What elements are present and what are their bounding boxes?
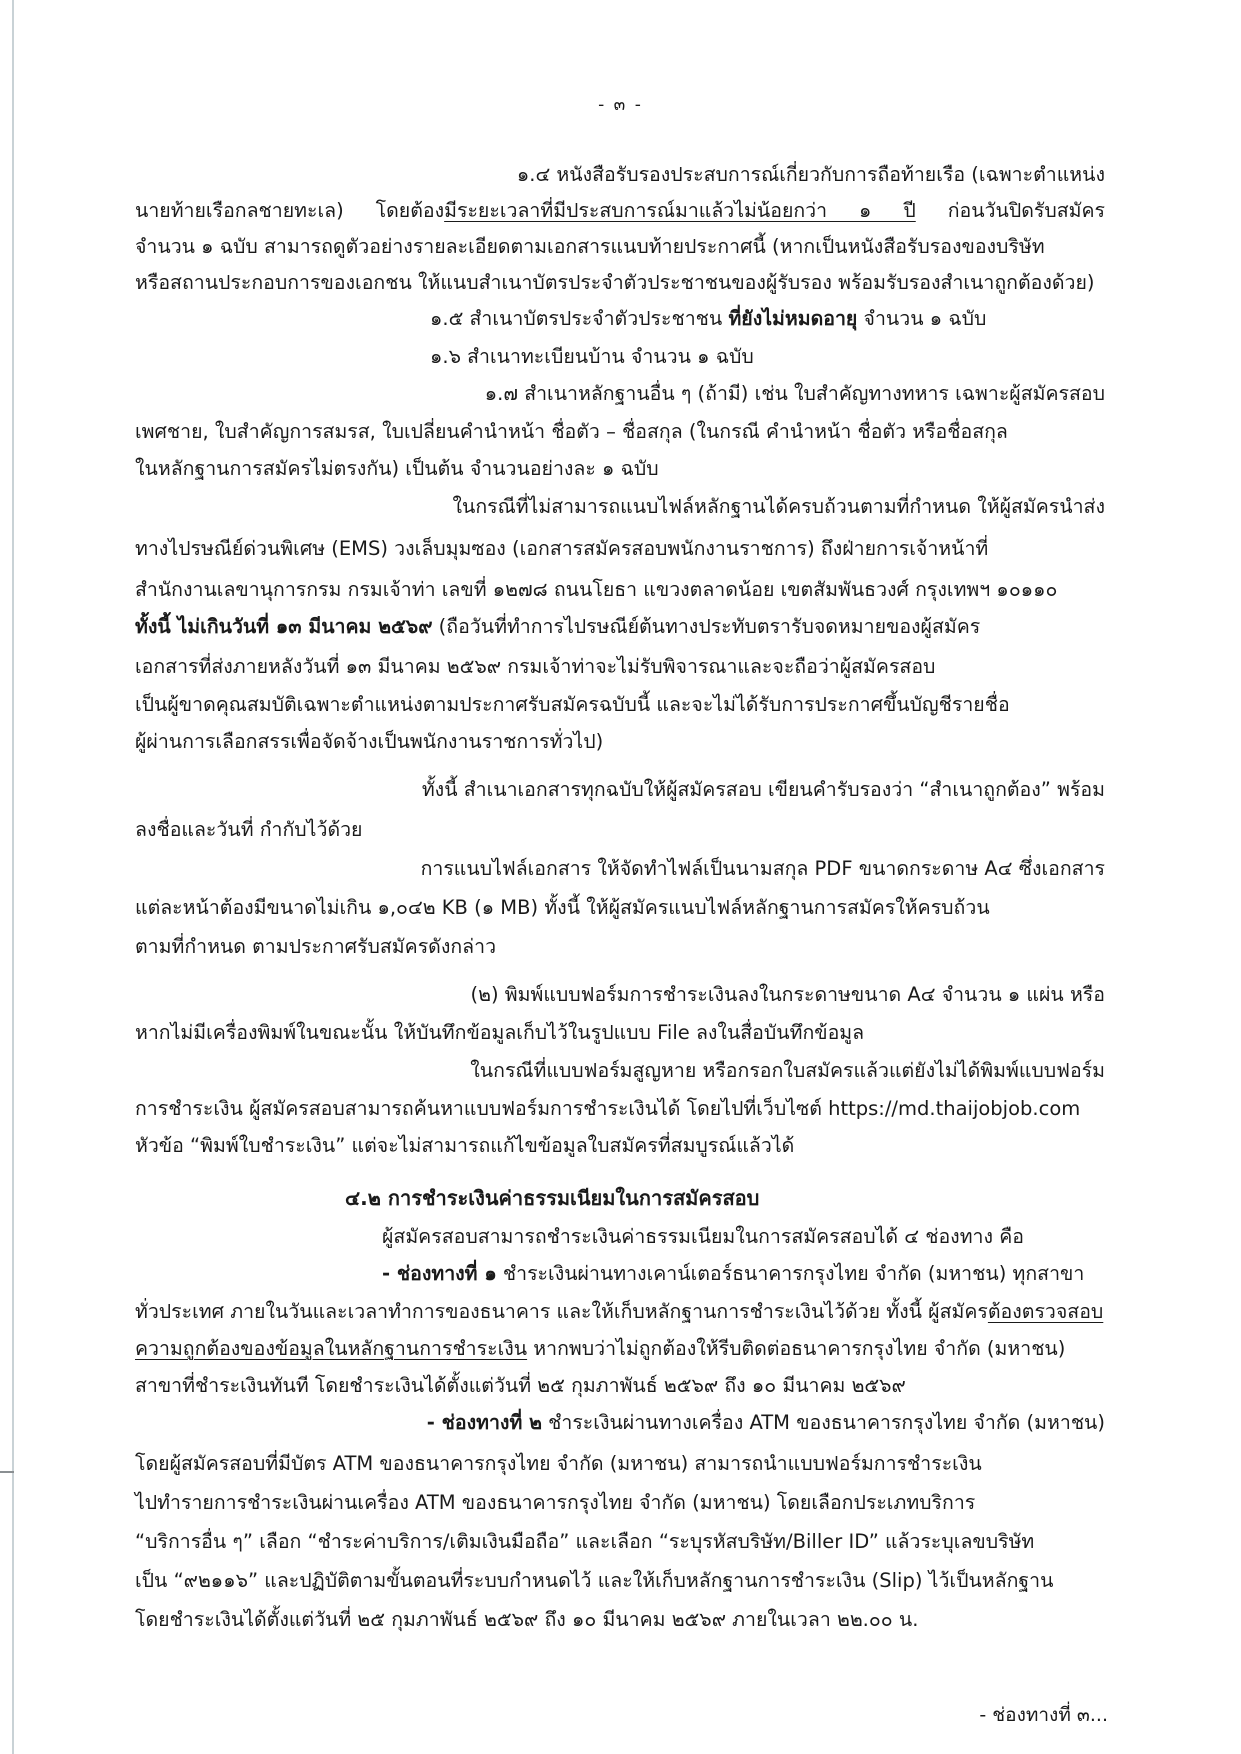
ems-line-4 bbox=[135, 615, 1105, 639]
underlined-text: ต้องตรวจสอบ bbox=[987, 1300, 1104, 1323]
section-4-2-heading: ๔.๒ การชำระเงินค่าธรรมเนียมในการสมัครสอบ bbox=[345, 1186, 760, 1210]
text: ทั่วประเทศ ภายในวันและเวลาทำการของธนาคาร และให้เก็บหลักฐานการชำระเงินไว้ด้วย ทั้งนี้ ผู้สมัคร bbox=[135, 1300, 988, 1323]
text: ชำระเงินผ่านทางเครื่อง ATM ของธนาคารกรุงไทย จำกัด (มหาชน) bbox=[541, 1411, 1105, 1434]
website-link[interactable]: https://md.thaijobjob.com bbox=[828, 1097, 1081, 1120]
item-1-5 bbox=[430, 307, 1105, 331]
ems-line-1: ในกรณีที่ไม่สามารถแนบไฟล์หลักฐานได้ครบถ้วนตามที่กำหนด ให้ผู้สมัครนำส่ง bbox=[452, 495, 1105, 518]
item-1-4-line-2 bbox=[135, 199, 1105, 223]
channel-1-line-4: สาขาที่ชำระเงินทันที โดยชำระเงินได้ตั้งแต่วันที่ ๒๕ กุมภาพันธ์ ๒๕๖๙ ถึง ๑๐ มีนาคม ๒๕๖๙ bbox=[135, 1374, 906, 1397]
text: ก่อนวันปิดรับสมัคร bbox=[915, 199, 1106, 222]
channel-2-line-1 bbox=[382, 1411, 1105, 1435]
item-1-7-line-1: ๑.๗ สำเนาหลักฐานอื่น ๆ (ถ้ามี) เช่น ใบสำคัญทางทหาร เฉพาะผู้สมัครสอบ bbox=[484, 382, 1105, 405]
ems-line-3: สำนักงานเลขานุการกรม กรมเจ้าท่า เลขที่ ๑๒๗๘ ถนนโยธา แขวงตลาดน้อย เขตสัมพันธวงศ์ กรุงเทพฯ ๑๐๑๑๐ bbox=[135, 578, 1058, 601]
certify-line-1: ทั้งนี้ สำเนาเอกสารทุกฉบับให้ผู้สมัครสอบ เขียนคำรับรองว่า “สำเนาถูกต้อง” พร้อม bbox=[421, 778, 1105, 801]
ems-line-6: เป็นผู้ขาดคุณสมบัติเฉพาะตำแหน่งตามประกาศรับสมัครฉบับนี้ และจะไม่ได้รับการประกาศขึ้นบัญชีรายชื่อ bbox=[135, 693, 1010, 716]
section-4-2-intro: ผู้สมัครสอบสามารถชำระเงินค่าธรรมเนียมในการสมัครสอบได้ ๔ ช่องทาง คือ bbox=[382, 1225, 1024, 1248]
file-line-1: การแนบไฟล์เอกสาร ให้จัดทำไฟล์เป็นนามสกุล PDF ขนาดกระดาษ A๔ ซึ่งเอกสาร bbox=[420, 857, 1105, 880]
bold-text: ที่ยังไม่หมดอายุ bbox=[728, 307, 858, 330]
channel-1-line-3 bbox=[135, 1337, 1105, 1361]
channel-2-line-4: “บริการอื่น ๆ” เลือก “ชำระค่าบริการ/เติมเงินมือถือ” และเลือก “ระบุรหัสบริษัท/Biller ID” แล้วระบุเลขบริษัท bbox=[135, 1530, 1035, 1553]
underlined-requirement: มีระยะเวลาที่มีประสบการณ์มาแล้วไม่น้อยกว่า ๑ ปี bbox=[444, 199, 916, 222]
print-form-line-1: (๒) พิมพ์แบบฟอร์มการชำระเงินลงในกระดาษขนาด A๔ จำนวน ๑ แผ่น หรือ bbox=[470, 983, 1105, 1006]
channel-1-line-2 bbox=[135, 1300, 1105, 1324]
ems-line-7: ผู้ผ่านการเลือกสรรเพื่อจัดจ้างเป็นพนักงานราชการทั่วไป) bbox=[135, 730, 604, 753]
channel-2-line-5: เป็น “๙๒๑๑๖” และปฏิบัติตามขั้นตอนที่ระบบกำหนดไว้ และให้เก็บหลักฐานการชำระเงิน (Slip) ไว้เป็นหลักฐาน bbox=[135, 1569, 1054, 1592]
print-form-line-4 bbox=[135, 1097, 1105, 1121]
deadline-bold: ทั้งนี้ ไม่เกินวันที่ ๑๓ มีนาคม ๒๕๖๙ bbox=[135, 615, 433, 638]
text: การชำระเงิน ผู้สมัครสอบสามารถค้นหาแบบฟอร์มการชำระเงินได้ โดยไปที่เว็บไซต์ bbox=[135, 1097, 829, 1120]
channel-2-line-3: ไปทำรายการชำระเงินผ่านเครื่อง ATM ของธนาคารกรุงไทย จำกัด (มหาชน) โดยเลือกประเภทบริการ bbox=[135, 1491, 976, 1514]
file-line-3: ตามที่กำหนด ตามประกาศรับสมัครดังกล่าว bbox=[135, 935, 497, 958]
channel-1-line-1 bbox=[382, 1262, 1105, 1286]
print-form-line-3: ในกรณีที่แบบฟอร์มสูญหาย หรือกรอกใบสมัครแล้วแต่ยังไม่ได้พิมพ์แบบฟอร์ม bbox=[470, 1059, 1105, 1082]
underlined-text: ความถูกต้องของข้อมูลในหลักฐานการชำระเงิน bbox=[135, 1337, 528, 1360]
text: (ถือวันที่ทำการไปรษณีย์ต้นทางประทับตรารับจดหมายของผู้สมัคร bbox=[432, 615, 981, 638]
scan-edge-tick bbox=[0, 1471, 14, 1473]
page-number: - ๓ - bbox=[598, 95, 643, 115]
scan-edge-line bbox=[12, 0, 14, 1754]
text: ชำระเงินผ่านทางเคาน์เตอร์ธนาคารกรุงไทย จำกัด (มหาชน) ทุกสาขา bbox=[496, 1262, 1085, 1285]
text: ๑.๕ สำเนาบัตรประจำตัวประชาชน bbox=[430, 307, 729, 330]
certify-line-2: ลงชื่อและวันที่ กำกับไว้ด้วย bbox=[135, 818, 363, 841]
text: นายท้ายเรือกลชายทะเล) โดยต้อง bbox=[135, 199, 445, 222]
channel-2-label: - ช่องทางที่ ๒ bbox=[426, 1411, 542, 1434]
item-1-4-line-4: หรือสถานประกอบการของเอกชน ให้แนบสำเนาบัตรประจำตัวประชาชนของผู้รับรอง พร้อมรับรองสำเนาถูกต้องด้วย) bbox=[135, 271, 1095, 294]
ems-line-2: ทางไปรษณีย์ด่วนพิเศษ (EMS) วงเล็บมุมซอง (เอกสารสมัครสอบพนักงานราชการ) ถึงฝ่ายการเจ้าหน้าที่ bbox=[135, 537, 989, 560]
channel-1-label: - ช่องทางที่ ๑ bbox=[382, 1262, 497, 1285]
print-form-line-2: หากไม่มีเครื่องพิมพ์ในขณะนั้น ให้บันทึกข้อมูลเก็บไว้ในรูปแบบ File ลงในสื่อบันทึกข้อมูล bbox=[135, 1021, 865, 1044]
file-line-2: แต่ละหน้าต้องมีขนาดไม่เกิน ๑,๐๔๒ KB (๑ MB) ทั้งนี้ ให้ผู้สมัครแนบไฟล์หลักฐานการสมัครให้ครบถ้วน bbox=[135, 896, 990, 919]
item-1-4-line-1: ๑.๔ หนังสือรับรองประสบการณ์เกี่ยวกับการถือท้ายเรือ (เฉพาะตำแหน่ง bbox=[516, 163, 1105, 186]
ems-line-5: เอกสารที่ส่งภายหลังวันที่ ๑๓ มีนาคม ๒๕๖๙ กรมเจ้าท่าจะไม่รับพิจารณาและจะถือว่าผู้สมัครสอบ bbox=[135, 655, 936, 678]
print-form-line-5: หัวข้อ “พิมพ์ใบชำระเงิน” แต่จะไม่สามารถแก้ไขข้อมูลใบสมัครที่สมบูรณ์แล้วได้ bbox=[135, 1134, 795, 1157]
continuation-marker: - ช่องทางที่ ๓... bbox=[979, 1704, 1108, 1726]
item-1-6: ๑.๖ สำเนาทะเบียนบ้าน จำนวน ๑ ฉบับ bbox=[430, 345, 754, 368]
text: จำนวน ๑ ฉบับ bbox=[857, 307, 987, 330]
item-1-7-line-3: ในหลักฐานการสมัครไม่ตรงกัน) เป็นต้น จำนวนอย่างละ ๑ ฉบับ bbox=[135, 457, 659, 480]
item-1-4-line-3: จำนวน ๑ ฉบับ สามารถดูตัวอย่างรายละเอียดตามเอกสารแนบท้ายประกาศนี้ (หากเป็นหนังสือรับรองของบริษัท bbox=[135, 235, 1045, 258]
channel-2-line-6: โดยชำระเงินได้ตั้งแต่วันที่ ๒๕ กุมภาพันธ์ ๒๕๖๙ ถึง ๑๐ มีนาคม ๒๕๖๙ ภายในเวลา ๒๒.๐๐ น. bbox=[135, 1608, 919, 1631]
channel-2-line-2: โดยผู้สมัครสอบที่มีบัตร ATM ของธนาคารกรุงไทย จำกัด (มหาชน) สามารถนำแบบฟอร์มการชำระเงิน bbox=[135, 1452, 982, 1475]
text: หากพบว่าไม่ถูกต้องให้รีบติดต่อธนาคารกรุงไทย จำกัด (มหาชน) bbox=[527, 1337, 1066, 1360]
item-1-7-line-2: เพศชาย, ใบสำคัญการสมรส, ใบเปลี่ยนคำนำหน้า ชื่อตัว – ชื่อสกุล (ในกรณี คำนำหน้า ชื่อตัว หรือชื่อสกุล bbox=[135, 420, 1008, 443]
